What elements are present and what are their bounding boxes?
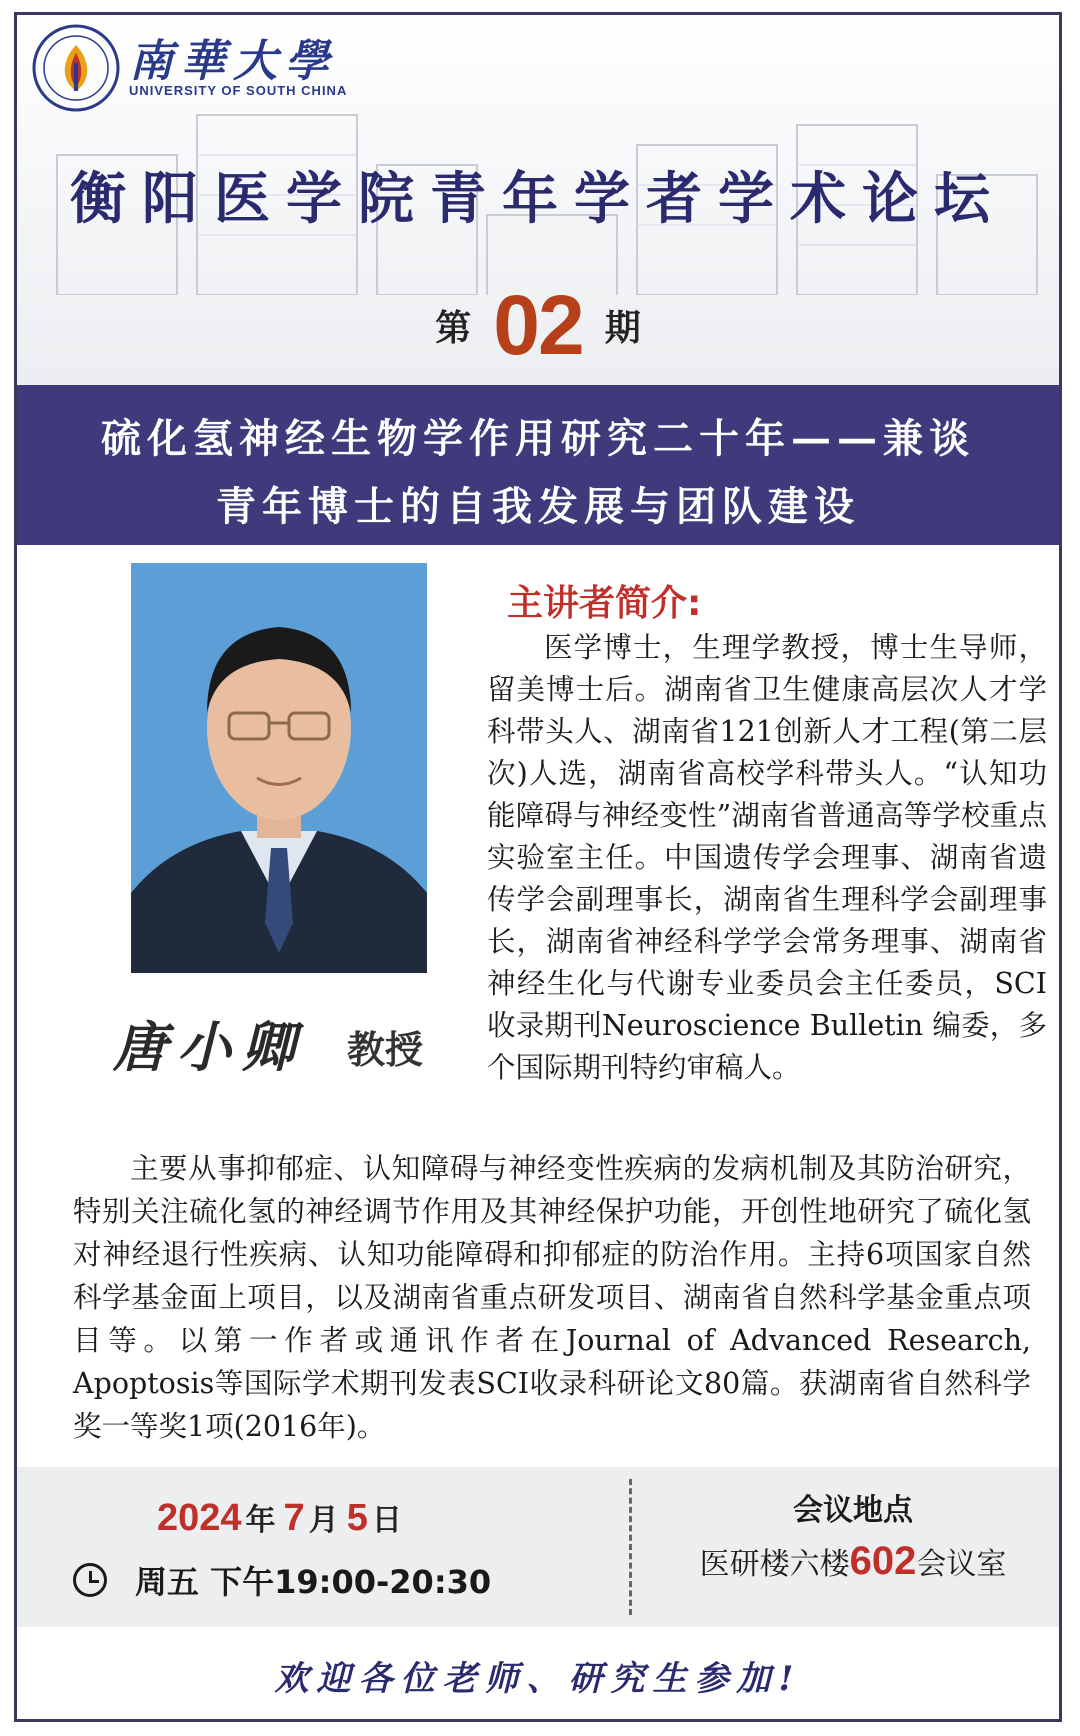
topic-line-2: 青年博士的自我发展与团队建设 (216, 483, 860, 530)
event-date (157, 1495, 410, 1540)
location-heading: 会议地点 (793, 1493, 913, 1528)
event-time: 周五 下午19:00-20:30 (135, 1563, 492, 1601)
location-suffix: 会议室 (916, 1547, 1007, 1582)
university-logo (31, 23, 121, 113)
university-name-cn: 南華大學 (129, 36, 337, 87)
event-location (657, 1539, 1049, 1584)
research-summary: 主要从事抑郁症、认知障碍与神经变性疾病的发病机制及其防治研究，特别关注硫化氢的神经调节作用及其神经保护功能，开创性地研究了硫化氢对神经退行性疾病、认知功能障碍和抑郁症的防治作用。主持6项国家自然科学基金面上项目，以及湖南省重点研发项目、湖南省自然科学基金重点项目等。以第一作者或通讯作者在Journal of Advanced Research, Apoptosis等国际学术期刊发表SCI收录科研论文80篇。获湖南省自然科学奖一等奖1项(2016年)。 (73, 1152, 1031, 1443)
poster-header (17, 15, 1059, 385)
topic-band (17, 385, 1059, 545)
topic-line-1: 硫化氢神经生物学作用研究二十年——兼谈 (101, 415, 975, 462)
university-name-en: UNIVERSITY OF SOUTH CHINA (129, 83, 348, 98)
event-info-box (17, 1467, 1059, 1627)
info-divider (629, 1479, 632, 1615)
date-year-unit: 年 (245, 1503, 276, 1538)
speaker-bio: 医学博士，生理学教授，博士生导师，留美博士后。湖南省卫生健康高层次人才学科带头人、湖南省121创新人才工程(第二层次)人选，湖南省高校学科带头人。“认知功能障碍与神经变性”湖南省普通高等学校重点实验室主任。中国遗传学会理事、湖南省遗传学会副理事长，湖南省生理科学会副理事长，湖南省神经科学学会常务理事、湖南省神经生化与代谢专业委员会主任委员，SCI收录期刊Neuroscience Bulletin 编委，多个国际期刊特约审稿人。 (487, 631, 1047, 1084)
location-prefix: 医研楼六楼 (699, 1547, 850, 1582)
date-month-unit: 月 (308, 1503, 339, 1538)
issue-label (17, 277, 1059, 374)
date-day-unit: 日 (371, 1503, 402, 1538)
date-month: 7 (283, 1497, 305, 1539)
event-time-row (73, 1557, 491, 1603)
date-year: 2024 (157, 1497, 242, 1539)
speaker-name: 唐小卿 (113, 1015, 305, 1079)
clock-icon (73, 1563, 107, 1597)
speaker-photo (131, 563, 427, 973)
location-room: 602 (849, 1539, 917, 1583)
poster (14, 12, 1062, 1722)
speaker-title: 教授 (347, 1028, 424, 1072)
welcome-message: 欢迎各位老师、研究生参加! (274, 1659, 802, 1699)
date-day: 5 (346, 1497, 368, 1539)
issue-suffix: 期 (604, 308, 641, 349)
issue-prefix: 第 (435, 308, 472, 349)
forum-title: 衡阳医学院青年学者学术论坛 (70, 166, 1006, 232)
speaker-intro-heading: 主讲者简介: (507, 583, 702, 624)
issue-number: 02 (493, 278, 583, 372)
